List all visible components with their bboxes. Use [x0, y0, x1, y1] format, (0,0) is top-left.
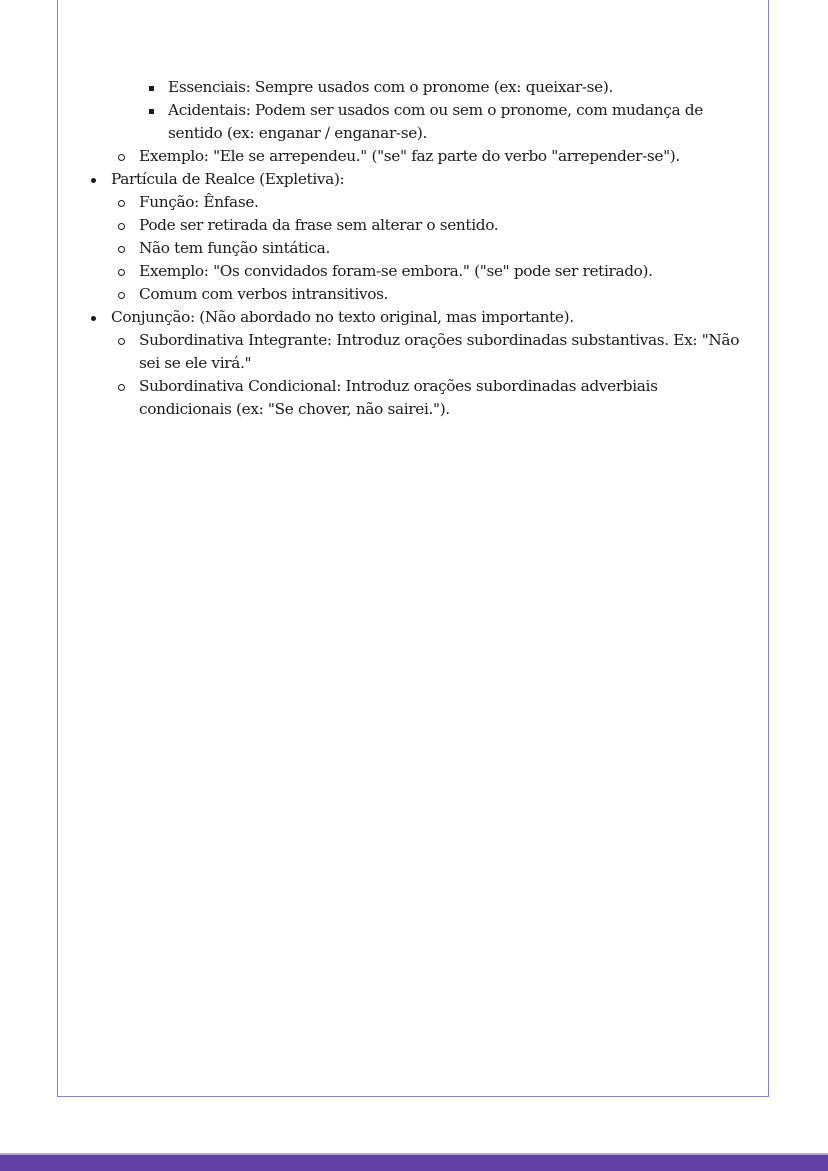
list-item-text: Exemplo: "Os convidados foram-se embora." ("se" pode ser retirado). [139, 262, 653, 280]
footer-bar [0, 1153, 828, 1171]
list-item-text: Acidentais: Podem ser usados com ou sem o pronome, com mudança de sentido (ex: enganar / enganar-se). [168, 101, 703, 142]
document-page [57, 0, 769, 1097]
disc-bullet-icon [91, 178, 96, 183]
list-item-text: Subordinativa Condicional: Introduz orações subordinadas adverbiais condicionais (ex: "Se chover, não sairei."). [139, 377, 658, 418]
circle-bullet-icon [118, 292, 125, 299]
circle-bullet-icon [118, 154, 125, 161]
list-item-text: Exemplo: "Ele se arrependeu." ("se" faz parte do verbo "arrepender-se"). [139, 147, 680, 165]
list-item [58, 237, 768, 260]
square-bullet-icon [149, 109, 154, 114]
list-item-text: Função: Ênfase. [139, 193, 259, 211]
list-item-text: Conjunção: (Não abordado no texto original, mas importante). [111, 308, 574, 326]
bullet-list [58, 76, 768, 421]
list-item-text: Subordinativa Integrante: Introduz orações subordinadas substantivas. Ex: "Não sei se ele virá." [139, 331, 740, 372]
list-item [58, 191, 768, 214]
list-item [58, 375, 768, 421]
list-item-text: Comum com verbos intransitivos. [139, 285, 389, 303]
list-item [58, 168, 768, 191]
list-item-text: Essenciais: Sempre usados com o pronome (ex: queixar-se). [168, 78, 613, 96]
list-item [58, 260, 768, 283]
circle-bullet-icon [118, 384, 125, 391]
list-item [58, 76, 768, 99]
list-item [58, 306, 768, 329]
list-item [58, 283, 768, 306]
circle-bullet-icon [118, 338, 125, 345]
list-item-text: Pode ser retirada da frase sem alterar o sentido. [139, 216, 499, 234]
square-bullet-icon [149, 86, 154, 91]
list-item-text: Partícula de Realce (Expletiva): [111, 170, 345, 188]
circle-bullet-icon [118, 200, 125, 207]
circle-bullet-icon [118, 269, 125, 276]
list-item [58, 214, 768, 237]
disc-bullet-icon [91, 316, 96, 321]
circle-bullet-icon [118, 223, 125, 230]
list-item [58, 99, 768, 145]
circle-bullet-icon [118, 246, 125, 253]
list-item [58, 145, 768, 168]
list-item-text: Não tem função sintática. [139, 239, 330, 257]
list-item [58, 329, 768, 375]
